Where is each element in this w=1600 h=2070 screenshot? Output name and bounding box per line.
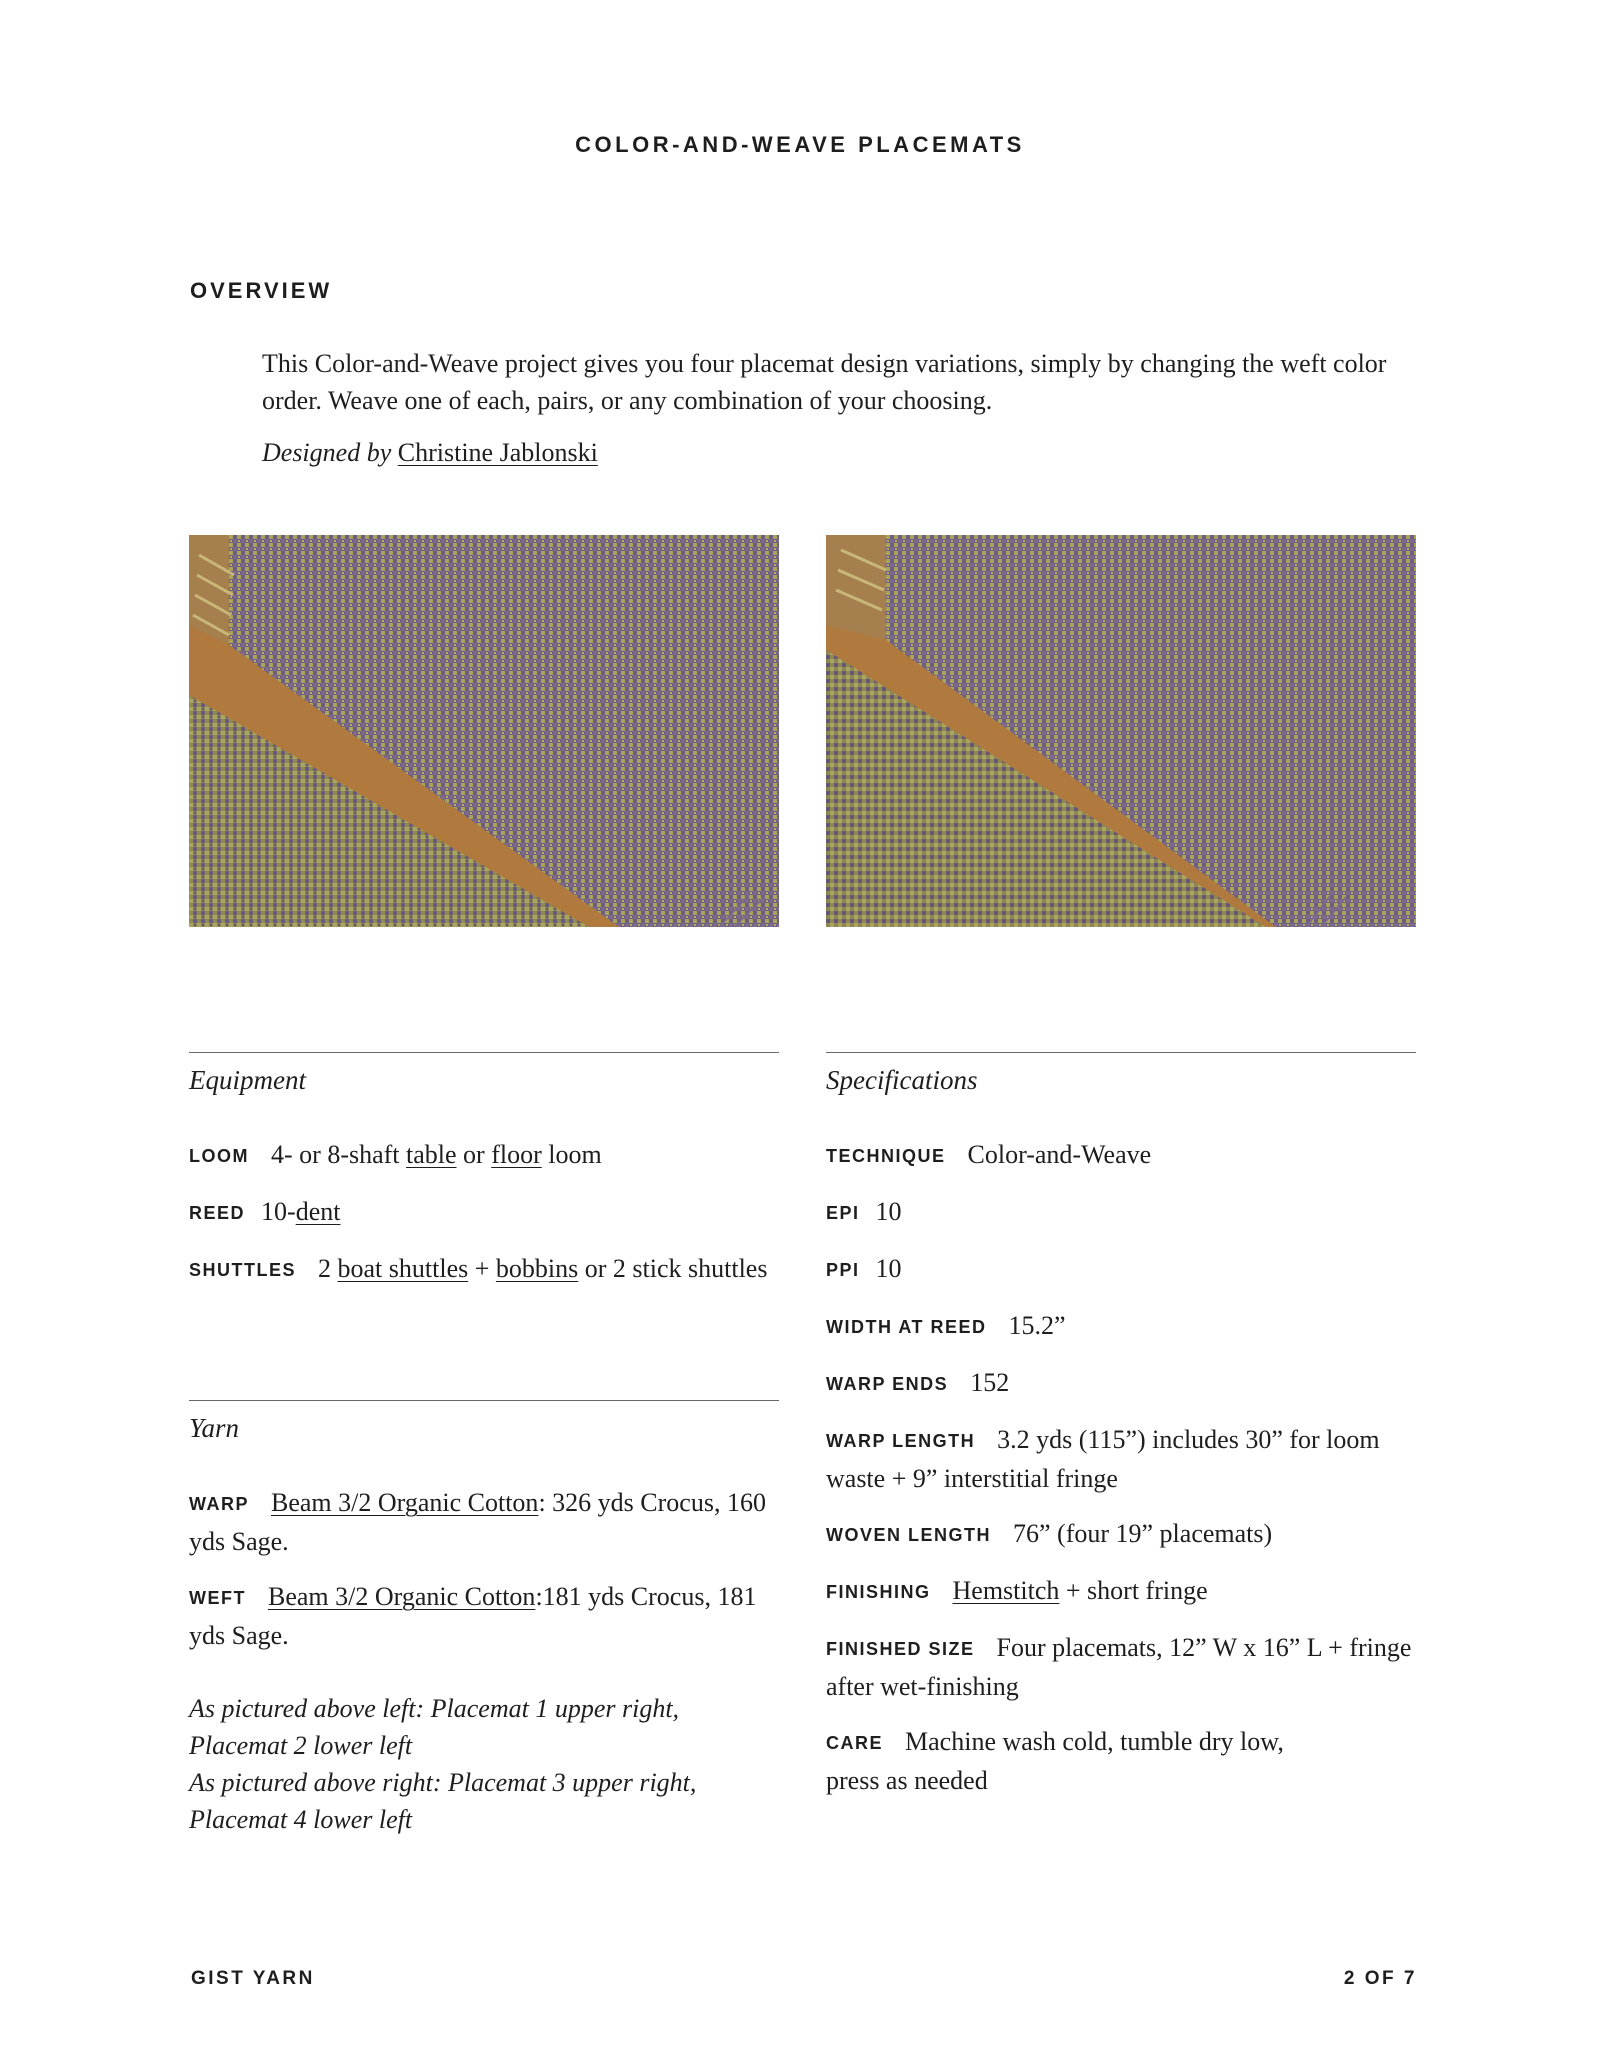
warp-ends-label: WARP ENDS xyxy=(826,1374,949,1394)
shuttles-plus: + xyxy=(468,1254,496,1283)
weft-yarn-link[interactable]: Beam 3/2 Organic Cotton xyxy=(268,1582,536,1611)
weft-yarn-item xyxy=(189,1578,779,1654)
bobbins-link[interactable]: bobbins xyxy=(495,1254,579,1283)
epi-value: 10 xyxy=(875,1197,902,1226)
shuttles-label: SHUTTLES xyxy=(189,1260,297,1280)
page-title: COLOR-AND-WEAVE PLACEMATS xyxy=(575,132,1025,157)
technique-item xyxy=(826,1136,1416,1175)
finishing-item xyxy=(826,1572,1416,1611)
hemstitch-link[interactable]: Hemstitch xyxy=(952,1576,1060,1605)
dent-link[interactable]: dent xyxy=(295,1197,341,1226)
woven-length-item xyxy=(826,1515,1416,1554)
designed-by-label: Designed by xyxy=(262,438,392,467)
yarn-heading: Yarn xyxy=(189,1413,240,1443)
pictured-line-2: Placemat 2 lower left xyxy=(189,1731,413,1760)
ppi-item xyxy=(826,1250,1416,1289)
overview-description: This Color-and-Weave project gives you four placemat design variations, simply by changing the weft color order. Weave one of each, pairs, or any combination of your choosing. xyxy=(262,349,1387,415)
finished-size-label: FINISHED SIZE xyxy=(826,1639,975,1659)
loom-text: 4- or 8-shaft xyxy=(271,1140,407,1169)
reed-item xyxy=(189,1193,779,1232)
designer-link[interactable]: Christine Jablonski xyxy=(397,438,598,467)
ppi-label: PPI xyxy=(826,1260,860,1280)
care-label: CARE xyxy=(826,1733,884,1753)
woven-placemats-photo-left xyxy=(189,535,779,927)
warp-label: WARP xyxy=(189,1494,249,1514)
reed-text: 10- xyxy=(261,1197,296,1226)
loom-text-end: loom xyxy=(541,1140,602,1169)
pictured-note xyxy=(189,1690,779,1838)
finishing-label: FINISHING xyxy=(826,1582,931,1602)
yarn-section xyxy=(189,1400,779,1838)
care-value-line-1: Machine wash cold, tumble dry low, xyxy=(905,1727,1284,1756)
width-at-reed-item xyxy=(826,1307,1416,1346)
overview-heading: OVERVIEW xyxy=(190,278,333,303)
weft-yarn-text: :181 yds Crocus, 181 yds Sage. xyxy=(189,1582,757,1650)
warp-length-label: WARP LENGTH xyxy=(826,1431,976,1451)
technique-label: TECHNIQUE xyxy=(826,1146,946,1166)
specifications-heading: Specifications xyxy=(826,1065,978,1095)
placemat-image-right xyxy=(826,535,1416,927)
finishing-value: + short fringe xyxy=(1059,1576,1208,1605)
pictured-line-3: As pictured above right: Placemat 3 upper right, xyxy=(189,1768,697,1797)
shuttles-item xyxy=(189,1250,779,1289)
boat-shuttles-link[interactable]: boat shuttles xyxy=(337,1254,469,1283)
page-number: 2 OF 7 xyxy=(1343,1968,1417,1989)
pictured-line-1: As pictured above left: Placemat 1 upper right, xyxy=(189,1694,680,1723)
specifications-section xyxy=(826,1052,1416,1799)
floor-loom-link[interactable]: floor xyxy=(491,1140,542,1169)
equipment-heading: Equipment xyxy=(189,1065,306,1095)
equipment-section xyxy=(189,1052,779,1289)
warp-ends-value: 152 xyxy=(970,1368,1010,1397)
ppi-value: 10 xyxy=(875,1254,902,1283)
weft-label: WEFT xyxy=(189,1588,246,1608)
warp-length-item xyxy=(826,1421,1416,1497)
equipment-divider xyxy=(189,1052,779,1053)
epi-label: EPI xyxy=(826,1203,860,1223)
woven-length-label: WOVEN LENGTH xyxy=(826,1525,991,1545)
designer-credit xyxy=(262,438,598,468)
yarn-divider xyxy=(189,1400,779,1401)
shuttles-text-end: or 2 stick shuttles xyxy=(578,1254,768,1283)
warp-ends-item xyxy=(826,1364,1416,1403)
reed-label: REED xyxy=(189,1203,246,1223)
finished-size-value: Four placemats, 12” W x 16” L + fringe after wet-finishing xyxy=(826,1633,1412,1701)
warp-length-value: 3.2 yds (115”) includes 30” for loom waste + 9” interstitial fringe xyxy=(826,1425,1380,1493)
placemat-image-left xyxy=(189,535,779,927)
footer-brand: GIST YARN xyxy=(191,1968,315,1989)
loom-item xyxy=(189,1136,779,1175)
shuttles-text: 2 xyxy=(318,1254,338,1283)
width-at-reed-value: 15.2” xyxy=(1008,1311,1066,1340)
epi-item xyxy=(826,1193,1416,1232)
width-at-reed-label: WIDTH AT REED xyxy=(826,1317,987,1337)
loom-text-or: or xyxy=(456,1140,492,1169)
woven-placemats-photo-right xyxy=(826,535,1416,927)
specifications-divider xyxy=(826,1052,1416,1053)
pictured-line-4: Placemat 4 lower left xyxy=(189,1805,413,1834)
care-value-line-2: press as needed xyxy=(826,1766,988,1795)
technique-value: Color-and-Weave xyxy=(967,1140,1152,1169)
care-item xyxy=(826,1723,1416,1799)
warp-yarn-link[interactable]: Beam 3/2 Organic Cotton xyxy=(271,1488,539,1517)
woven-length-value: 76” (four 19” placemats) xyxy=(1013,1519,1273,1548)
finished-size-item xyxy=(826,1629,1416,1705)
warp-yarn-text: : 326 yds Crocus, 160 yds Sage. xyxy=(189,1488,766,1556)
table-loom-link[interactable]: table xyxy=(406,1140,457,1169)
loom-label: LOOM xyxy=(189,1146,249,1166)
warp-yarn-item xyxy=(189,1484,779,1560)
